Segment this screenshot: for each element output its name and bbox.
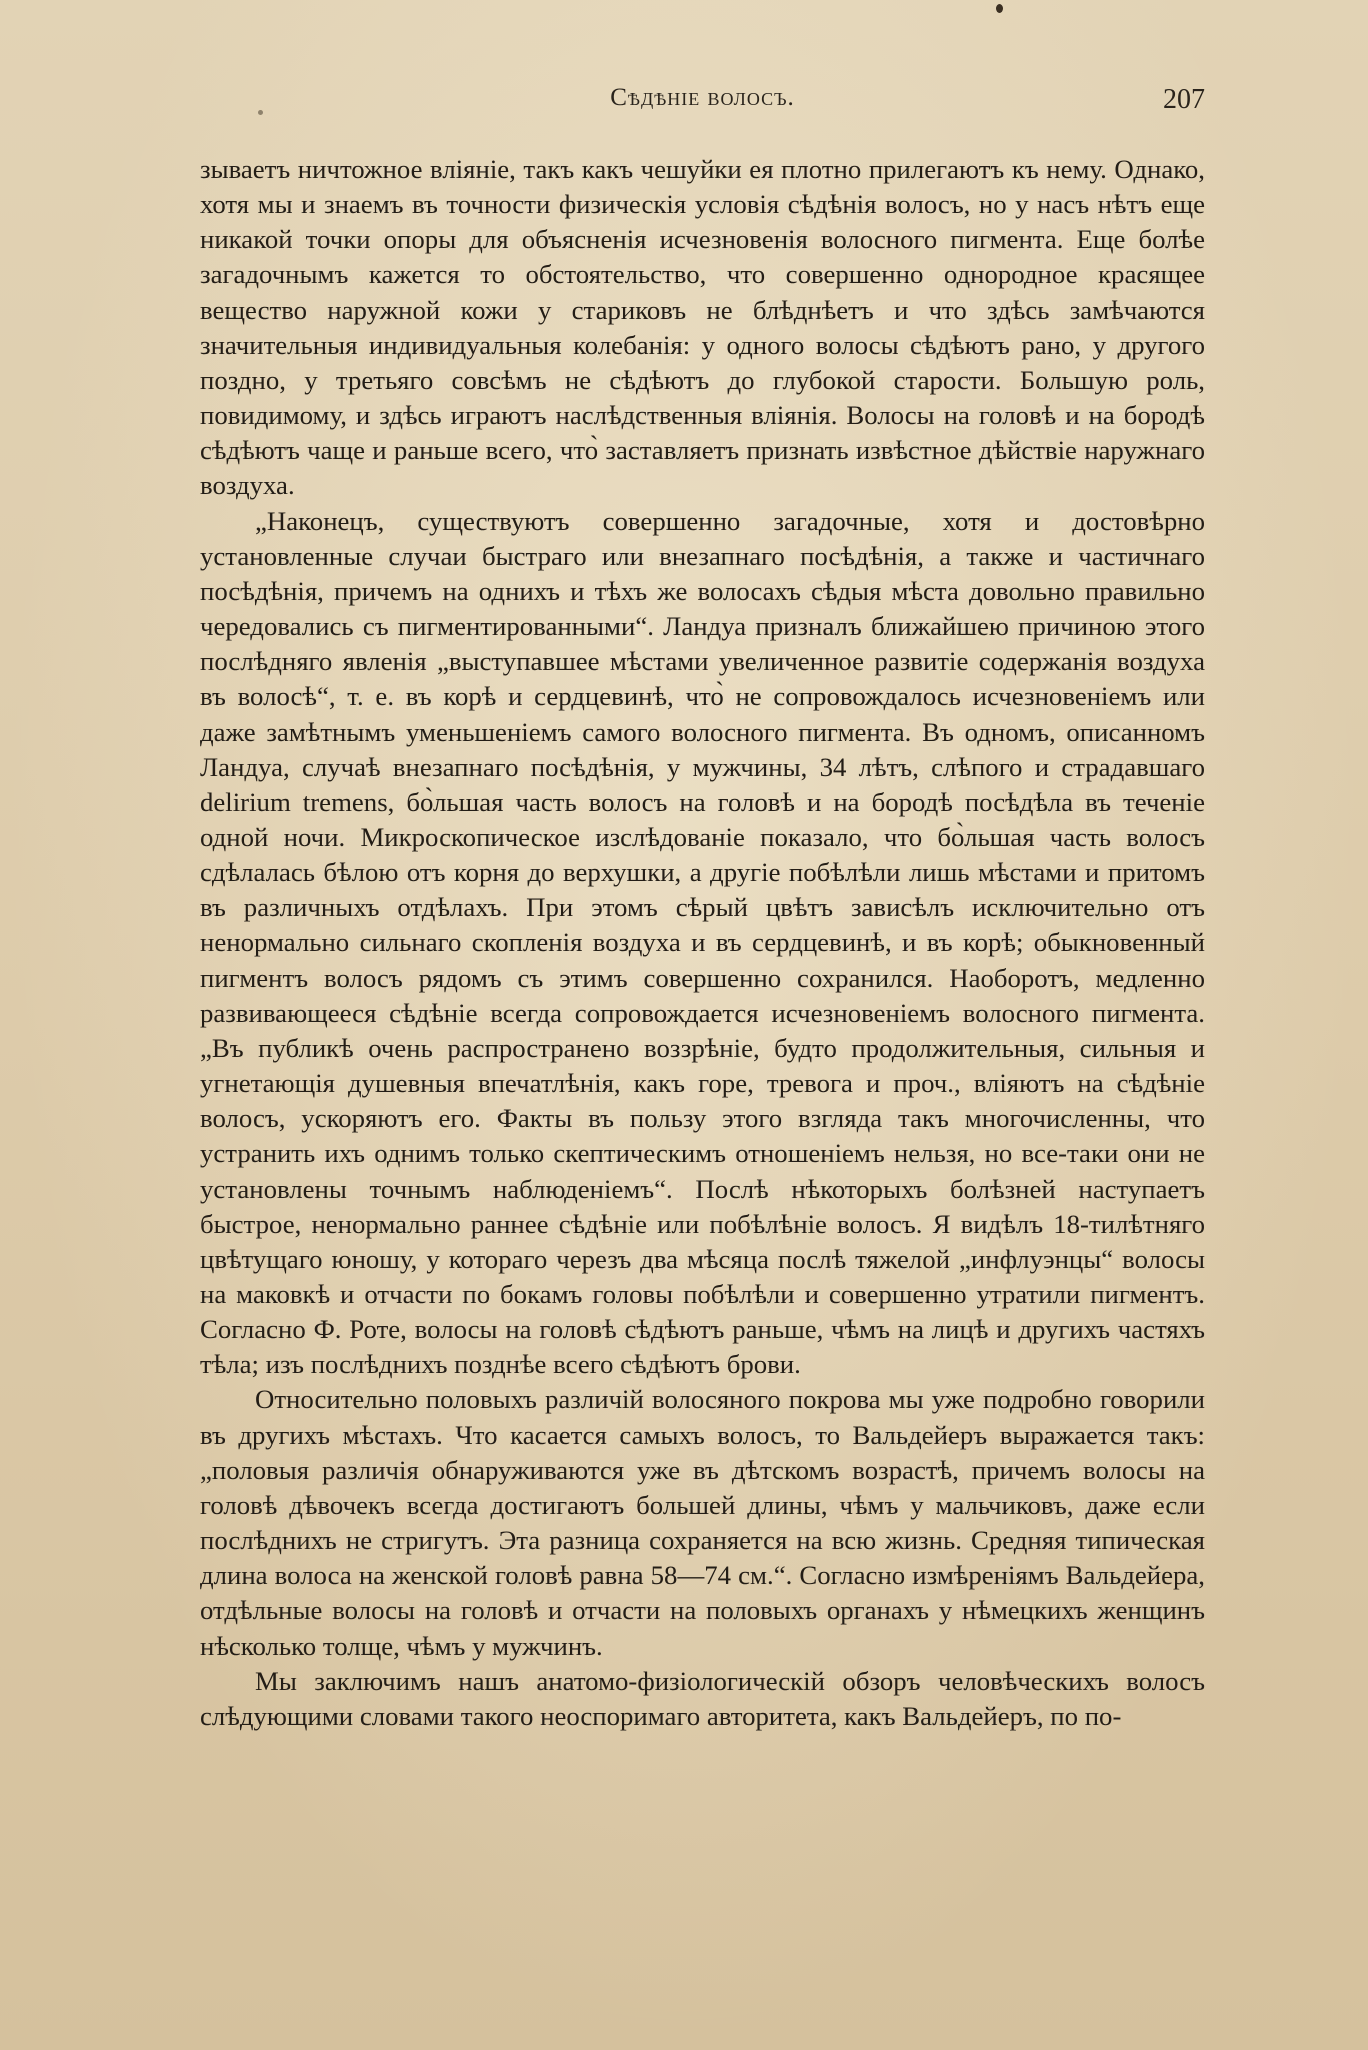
paragraph: Относительно половыхъ различій волосяного покрова мы уже подробно говорили въ другихъ мѣстахъ. Что касается самыхъ волосъ, то Вальдейеръ выражается такъ: „половыя различія обнаруживаются уже въ дѣтскомъ возрастѣ, причемъ волосы на головѣ дѣвочекъ всегда достигаютъ большей длины, чѣмъ у мальчиковъ, даже если послѣднихъ не стригутъ. Эта разница сохраняется на всю жизнь. Средняя типическая длина волоса на женской головѣ равна 58—74 см.“. Согласно измѣреніямъ Вальдейера, отдѣльные волосы на головѣ и отчасти на половыхъ органахъ у нѣмецкихъ женщинъ нѣсколько толще, чѣмъ у мужчинъ. (200, 1384, 1205, 1661)
page-header (200, 84, 1205, 124)
running-title: Сѣдѣніе волосъ. (610, 84, 795, 111)
paragraph: Мы заключимъ нашъ анатомо-физіологическій обзоръ человѣческихъ волосъ слѣдующими словами такого неоспоримаго авторитета, какъ Вальдейеръ, по по- (200, 1665, 1205, 1731)
ink-speck (996, 4, 1003, 13)
body-text (200, 152, 1205, 1734)
paragraph: зываетъ ничтожное вліяніе, такъ какъ чешуйки ея плотно прилегаютъ къ нему. Однако, хотя мы и знаемъ въ точности физическія условія сѣдѣнія волосъ, но у насъ нѣтъ еще никакой точки опоры для объясненія исчезновенія волосного пигмента. Еще болѣе загадочнымъ кажется то обстоятельство, что совершенно однородное красящее вещество наружной кожи у стариковъ не блѣднѣетъ и что здѣсь замѣчаются значительныя индивидуальныя колебанія: у одного волосы сѣдѣютъ рано, у другого поздно, у третьяго совсѣмъ не сѣдѣютъ до глубокой старости. Большую роль, повидимому, и здѣсь играютъ наслѣдственныя вліянія. Волосы на головѣ и на бородѣ сѣдѣютъ чаще и раньше всего, что̀ заставляетъ признать извѣстное дѣйствіе наружнаго воздуха. (200, 154, 1205, 501)
page-number: 207 (1163, 84, 1205, 115)
paragraph: „Наконецъ, существуютъ совершенно загадочные, хотя и достовѣрно установленные случаи быстраго или внезапнаго посѣдѣнія, а также и частичнаго посѣдѣнія, причемъ на однихъ и тѣхъ же волосахъ сѣдыя мѣста довольно правильно чередовались съ пигментированными“. Ландуа призналъ ближайшею причиною этого послѣдняго явленія „выступавшее мѣстами увеличенное развитіе содержанія воздуха въ волосѣ“, т. е. въ корѣ и сердцевинѣ, что̀ не сопровождалось исчезновеніемъ или даже замѣтнымъ уменьшеніемъ самого волосного пигмента. Въ одномъ, описанномъ Ландуа, случаѣ внезапнаго посѣдѣнія, у мужчины, 34 лѣтъ, слѣпого и страдавшаго delirium tremens, бо̀льшая часть волосъ на головѣ и на бородѣ посѣдѣла въ теченіе одной ночи. Микроскопическое изслѣдованіе показало, что бо̀льшая часть волосъ сдѣлалась бѣлою отъ корня до верхушки, а другіе побѣлѣли лишь мѣстами и притомъ въ различныхъ отдѣлахъ. При этомъ сѣрый цвѣтъ зависѣлъ исключительно отъ ненормально сильнаго скопленія воздуха и въ сердцевинѣ, и въ корѣ; обыкновенный пигментъ волосъ рядомъ съ этимъ совершенно сохранился. Наоборотъ, медленно развивающееся сѣдѣніе всегда сопровождается исчезновеніемъ волосного пигмента. „Въ публикѣ очень распространено воззрѣніе, будто продолжительныя, сильныя и угнетающія душевныя впечатлѣнія, какъ горе, тревога и проч., вліяютъ на сѣдѣніе волосъ, ускоряютъ его. Факты въ пользу этого взгляда такъ многочисленны, что устранить ихъ однимъ только скептическимъ отношеніемъ нельзя, но все-таки они не установлены точнымъ наблюденіемъ“. Послѣ нѣкоторыхъ болѣзней наступаетъ быстрое, ненормально раннее сѣдѣніе или побѣлѣніе волосъ. Я видѣлъ 18-тилѣтняго цвѣтущаго юношу, у котораго черезъ два мѣсяца послѣ тяжелой „инфлуэнцы“ волосы на маковкѣ и отчасти по бокамъ головы побѣлѣли и совершенно утратили пигментъ. Согласно Ф. Роте, волосы на головѣ сѣдѣютъ раньше, чѣмъ на лицѣ и другихъ частяхъ тѣла; изъ послѣднихъ позднѣе всего сѣдѣютъ брови. (200, 505, 1205, 1380)
